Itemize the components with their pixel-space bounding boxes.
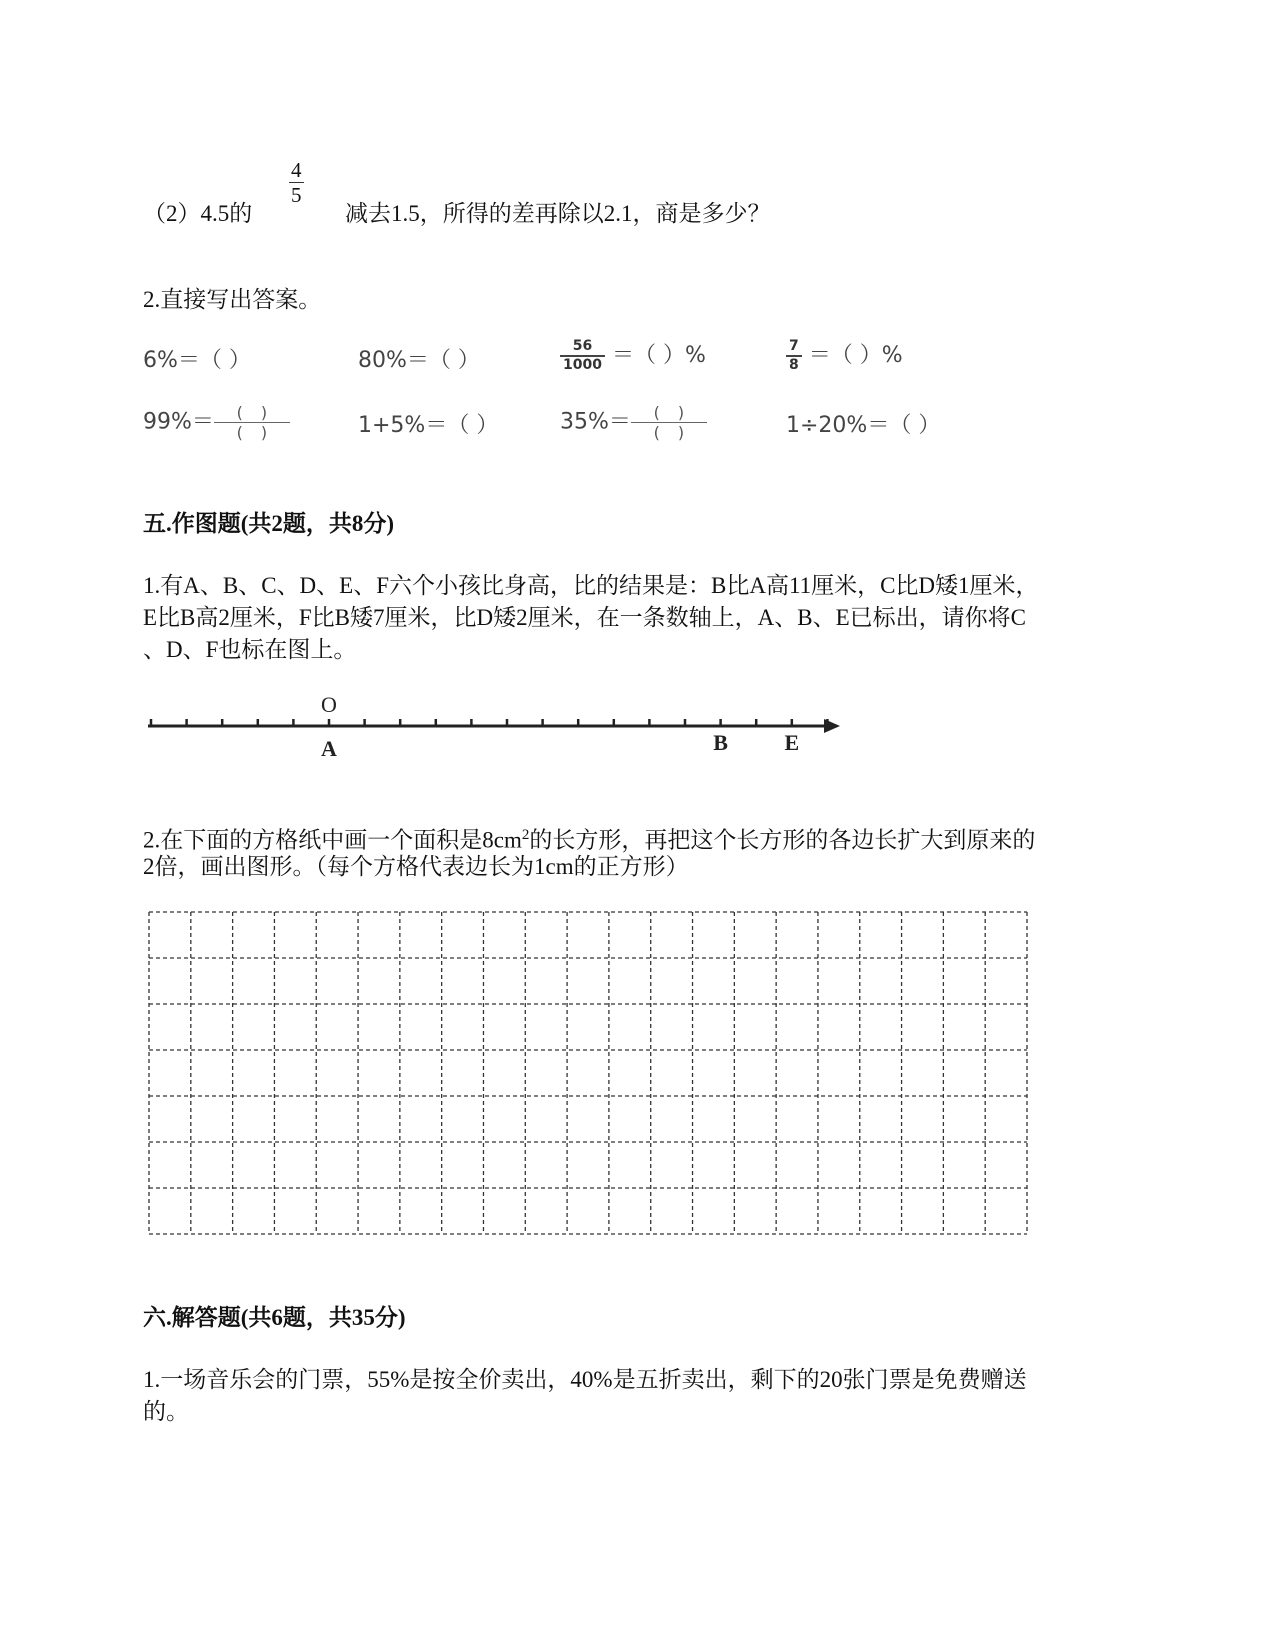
fraction-56-1000: [560, 338, 605, 374]
fraction-numerator: 56: [572, 338, 593, 354]
calc-99-percent: [143, 403, 290, 442]
sub-question-2-prefix: （2）4.5的: [143, 201, 253, 226]
calc-7-over-8: [786, 338, 903, 374]
fraction-four-fifths: [289, 158, 304, 207]
s5-q1-line2: E比B高2厘米，F比B矮7厘米，比D矮2厘米，在一条数轴上，A、B、E已标出，请你将C: [143, 605, 1026, 630]
s6-q1-line2: 的。: [143, 1399, 189, 1424]
calc-prefix: 99%＝: [143, 409, 214, 435]
s6-q1-line1: 1.一场音乐会的门票，55%是按全价卖出，40%是五折卖出，剩下的20张门票是免费赠送: [143, 1367, 1027, 1392]
fraction-numerator-blank: (): [236, 403, 286, 422]
grid-paper: [146, 909, 1032, 1239]
section-6-title: 六.解答题(共6题，共35分): [143, 1305, 406, 1330]
s5-q2-line1-part-b: 的长方形，再把这个长方形的各边长扩大到原来的: [529, 827, 1036, 853]
fraction-7-8: [786, 338, 802, 374]
fraction-denominator-blank: (): [653, 423, 703, 442]
fraction-denominator: 8: [789, 357, 799, 373]
s5-q2-line1-part-a: 2.在下面的方格纸中画一个面积是8cm: [143, 827, 522, 853]
fraction-denominator-blank: (): [236, 423, 286, 442]
calc-rest: ＝（ ）%: [808, 343, 903, 368]
calc-56-over-1000: [560, 338, 706, 374]
fraction-numerator: 7: [789, 338, 799, 354]
number-line-label-b: B: [713, 730, 728, 755]
calc-6-percent: 6%＝（ ）: [143, 348, 251, 373]
number-line-arrow: [824, 719, 840, 733]
number-line: [140, 686, 850, 766]
calc-1-plus-5-percent: 1+5%＝（ ）: [358, 413, 499, 438]
fraction-denominator: 1000: [563, 357, 602, 373]
section-5-title: 五.作图题(共2题，共8分): [143, 511, 395, 536]
calc-80-percent: 80%＝（ ）: [358, 348, 480, 373]
sub-question-2-suffix: 减去1.5，所得的差再除以2.1，商是多少？: [345, 201, 771, 226]
calc-prefix: 35%＝: [560, 409, 631, 435]
fraction-denominator: 5: [291, 183, 302, 207]
s5-q2-line2: 2倍，画出图形。（每个方格代表边长为1cm的正方形）: [143, 854, 689, 879]
number-line-label-e: E: [784, 730, 800, 755]
blank-fraction: [631, 403, 707, 442]
number-line-origin-label: O: [321, 692, 337, 717]
superscript-2: 2: [521, 827, 530, 843]
fraction-numerator: 4: [291, 158, 302, 182]
grid-lines: [149, 912, 1027, 1234]
calc-rest: ＝（ ）%: [611, 343, 706, 368]
calc-1-div-20-percent: 1÷20%＝（ ）: [786, 413, 941, 438]
fraction-numerator-blank: (): [653, 403, 703, 422]
s5-q1-line1: 1.有A、B、C、D、E、F六个小孩比身高，比的结果是：B比A高11厘米，C比D矮1厘米，: [143, 573, 1039, 598]
calc-35-percent: [560, 403, 707, 442]
blank-fraction: [214, 403, 290, 442]
question-direct-answer-title: 2.直接写出答案。: [143, 287, 322, 312]
number-line-label-a: A: [321, 736, 337, 761]
s5-q1-line3: 、D、F也标在图上。: [143, 637, 357, 662]
